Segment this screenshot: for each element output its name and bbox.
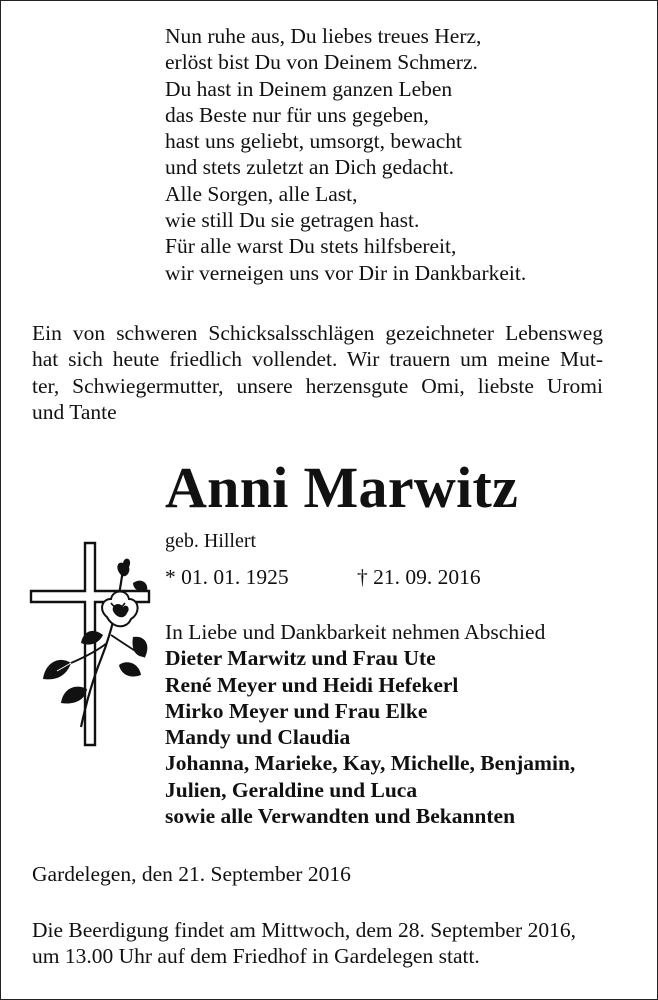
poem-line: Alle Sorgen, alle Last, [165,181,358,206]
poem-line: und stets zuletzt an Dich gedacht. [165,155,454,180]
mourner-line: sowie alle Verwandten und Bekannten [165,804,516,829]
poem-line: Nun ruhe aus, Du liebes treues Herz, [165,24,482,48]
place-and-date: Gardelegen, den 21. September 2016 [32,862,351,886]
poem-line: hast uns geliebt, umsorgt, bewacht [165,129,462,154]
poem-line: Du hast in Deinem ganzen Leben [165,76,453,101]
birth-date: * 01. 01. 1925 [165,565,289,589]
life-dates [165,564,481,590]
mourner-line: Mandy und Claudia [165,725,351,750]
poem [165,23,526,286]
intro-line: ter, Schwiegermutter, unsere herzensgute Omi, liebste Uromi [32,373,603,398]
poem-line: das Beste nur für uns gegeben, [165,102,429,127]
cross-with-rose-icon [27,539,157,749]
funeral-line: Die Beerdigung findet am Mittwoch, dem 28. September 2016, [32,918,576,942]
mourners-intro: In Liebe und Dankbarkeit nehmen Abschied [165,620,546,644]
funeral-line: um 13.00 Uhr auf dem Friedhof in Gardelegen statt. [32,944,480,969]
mourners-list [165,619,575,829]
intro-line: und Tante [32,399,117,424]
intro-paragraph [32,320,603,425]
poem-line: wie still Du sie getragen hast. [165,208,420,233]
mourner-line: René Meyer und Heidi Hefekerl [165,672,459,697]
intro-line: hat sich heute friedlich vollendet. Wir trauern um meine Mut- [32,347,603,372]
death-date: † 21. 09. 2016 [357,565,481,589]
poem-line: wir verneigen uns vor Dir in Dankbarkeit. [165,260,527,285]
funeral-info [32,917,576,970]
mourner-line: Mirko Meyer und Frau Elke [165,698,428,723]
deceased-name: Anni Marwitz [165,455,519,520]
mourner-line: Julien, Geraldine und Luca [165,777,418,802]
mourner-line: Johanna, Marieke, Kay, Michelle, Benjamin, [165,751,576,776]
mourner-line: Dieter Marwitz und Frau Ute [165,646,436,671]
poem-line: Für alle warst Du stets hilfsbereit, [165,234,457,259]
maiden-name: geb. Hillert [165,530,257,552]
mourner-names [165,645,575,829]
poem-line: erlöst bist Du von Deinem Schmerz. [165,50,478,75]
intro-line: Ein von schweren Schicksalsschlägen gezeichneter Lebensweg [32,321,603,345]
